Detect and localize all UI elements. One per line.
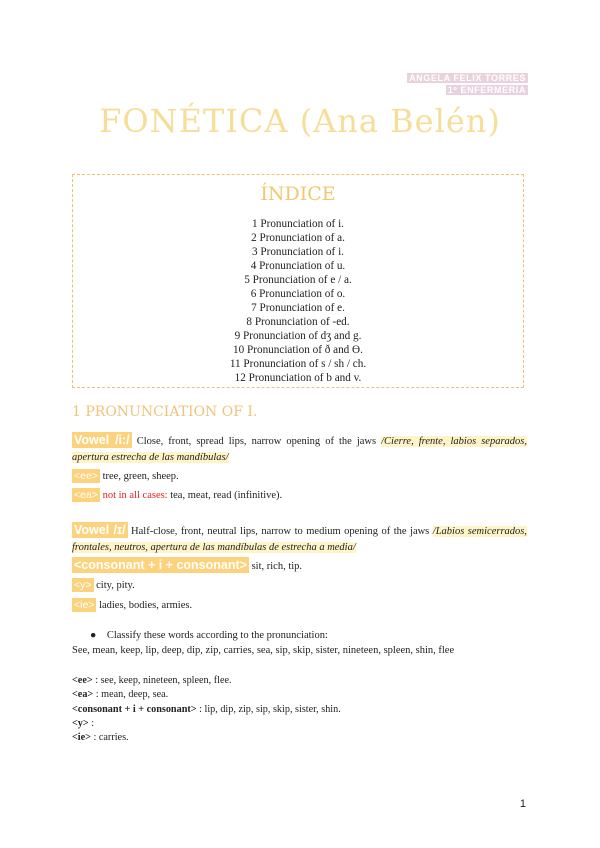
cic-tag: <consonant + i + consonant> [74, 558, 247, 572]
answer-row [72, 703, 341, 717]
document-title: FONÉTICA (Ana Belén) [99, 102, 501, 140]
vowel-i-short-desc: Half-close, front, neutral lips, narrow to medium opening of the jaws [127, 526, 433, 537]
y-tag: <y> [74, 579, 92, 591]
answer-label: <y> [72, 717, 89, 729]
bullet-icon: ● [90, 630, 97, 641]
ea-tag: <ea> [74, 489, 98, 501]
cic-line [72, 557, 527, 575]
ee-line [72, 468, 527, 485]
vowel-i-short-paragraph [72, 522, 527, 556]
answer-text: : carries. [90, 732, 129, 744]
answer-text: : mean, deep, sea. [93, 689, 169, 701]
toc-item[interactable]: 5 Pronunciation of e / a. [244, 274, 352, 286]
toc-item[interactable]: 3 Pronunciation of i. [252, 246, 344, 258]
answer-label: <consonant + i + consonant> [72, 703, 197, 715]
answer-row [72, 688, 341, 702]
answer-row [72, 731, 341, 745]
toc-title: ÍNDICE [260, 183, 336, 205]
exercise-words: See, mean, keep, lip, deep, dip, zip, carries, sea, sip, skip, sister, nineteen, spleen, shin, flee [72, 645, 455, 656]
answer-label: <ee> [72, 675, 93, 686]
answer-label: <ie> [72, 732, 91, 744]
toc-item[interactable]: 7 Pronunciation of e. [251, 302, 345, 314]
ea-note: not in all cases: [99, 490, 168, 501]
section-title: 1 PRONUNCIATION OF I. [72, 404, 258, 420]
vowel-i-long-spanish: /Cierre, frente, labios separados, apertura estrecha de las mandíbulas/ [72, 436, 527, 463]
toc-item[interactable]: 11 Pronunciation of s / sh / ch. [229, 358, 367, 370]
ee-tag: <ee> [74, 470, 98, 482]
answer-text: : lip, dip, zip, sip, skip, sister, shin. [196, 703, 341, 715]
exercise-bullet [90, 630, 328, 641]
answer-row [72, 674, 341, 688]
toc-item[interactable]: 6 Pronunciation of o. [250, 288, 346, 300]
toc-list [73, 217, 523, 385]
answer-text: : [88, 717, 95, 729]
ie-line [72, 597, 527, 614]
toc-item[interactable]: 9 Pronunciation of dʒ and g. [234, 330, 362, 342]
ea-line [72, 487, 527, 504]
toc-item[interactable]: 10 Pronunciation of ð and Ɵ. [233, 344, 363, 356]
toc-item[interactable]: 12 Pronunciation of b and v. [234, 372, 362, 384]
page-number: 1 [519, 798, 526, 810]
course-name: 1º ENFERMERÍA [447, 85, 526, 95]
answer-row [72, 717, 341, 731]
y-line [72, 577, 527, 594]
author-name: ANGELA FELIX TORRES [409, 73, 526, 83]
vowel-i-short-spanish: /Labios semicerrados, frontales, neutros, apertura de las mandíbulas de estrecha a media/ [72, 526, 527, 553]
author-header [407, 72, 528, 96]
ie-tag: <ie> [74, 599, 95, 611]
vowel-i-long-tag: Vowel /i:/ [74, 433, 130, 447]
ea-text: tea, meat, read (infinitive). [167, 490, 283, 501]
answers-list [72, 674, 341, 745]
cic-text: sit, rich, tip. [248, 561, 303, 572]
vowel-i-long-desc: Close, front, spread lips, narrow opening of the jaws [131, 436, 382, 447]
toc-item[interactable]: 1 Pronunciation of i. [252, 218, 344, 230]
vowel-i-long-paragraph [72, 432, 527, 466]
toc-item[interactable]: 8 Pronunciation of -ed. [246, 316, 350, 328]
y-text: city, pity. [93, 580, 135, 591]
answer-text: : see, keep, nineteen, spleen, flee. [92, 675, 232, 686]
ee-text: tree, green, sheep. [99, 471, 179, 482]
toc-item[interactable]: 2 Pronunciation of a. [251, 232, 345, 244]
answer-label: <ea> [72, 689, 94, 701]
vowel-i-short-tag: Vowel /ɪ/ [74, 523, 126, 537]
ie-text: ladies, bodies, armies. [96, 600, 193, 611]
exercise-instruction: Classify these words according to the pronunciation: [106, 630, 328, 641]
toc-item[interactable]: 4 Pronunciation of u. [250, 260, 346, 272]
table-of-contents [72, 174, 524, 388]
